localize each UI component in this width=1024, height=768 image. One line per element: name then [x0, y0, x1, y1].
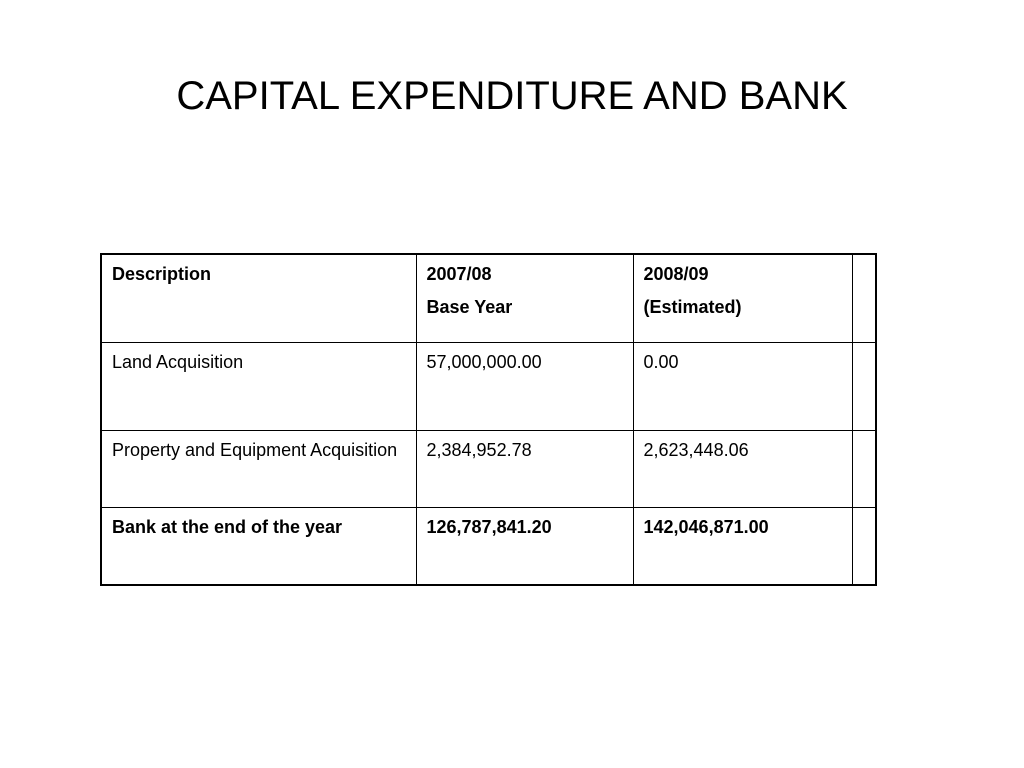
capital-expenditure-table — [100, 253, 877, 586]
header-blank-cell — [852, 254, 876, 343]
header-2008-09-year: 2008/09 — [643, 264, 709, 284]
table-row — [101, 431, 876, 508]
row-description: Property and Equipment Acquisition — [101, 431, 416, 508]
table-row — [101, 343, 876, 431]
row-value-2007-08: 57,000,000.00 — [416, 343, 633, 431]
header-2007-08-year: 2007/08 — [426, 264, 492, 284]
header-2008-09-note: (Estimated) — [643, 297, 742, 317]
row-blank-cell — [852, 508, 876, 586]
header-2007-08-note: Base Year — [426, 297, 513, 317]
table-row-total — [101, 508, 876, 586]
row-description: Land Acquisition — [101, 343, 416, 431]
row-value-2008-09: 142,046,871.00 — [633, 508, 852, 586]
header-2008-09 — [633, 254, 852, 343]
header-description — [101, 254, 416, 343]
table-header-row — [101, 254, 876, 343]
row-description: Bank at the end of the year — [101, 508, 416, 586]
row-value-2008-09: 0.00 — [633, 343, 852, 431]
row-blank-cell — [852, 343, 876, 431]
header-2007-08 — [416, 254, 633, 343]
row-value-2008-09: 2,623,448.06 — [633, 431, 852, 508]
row-value-2007-08: 2,384,952.78 — [416, 431, 633, 508]
row-value-2007-08: 126,787,841.20 — [416, 508, 633, 586]
slide-title: CAPITAL EXPENDITURE AND BANK — [176, 74, 848, 118]
header-description-label: Description — [112, 264, 212, 284]
row-blank-cell — [852, 431, 876, 508]
